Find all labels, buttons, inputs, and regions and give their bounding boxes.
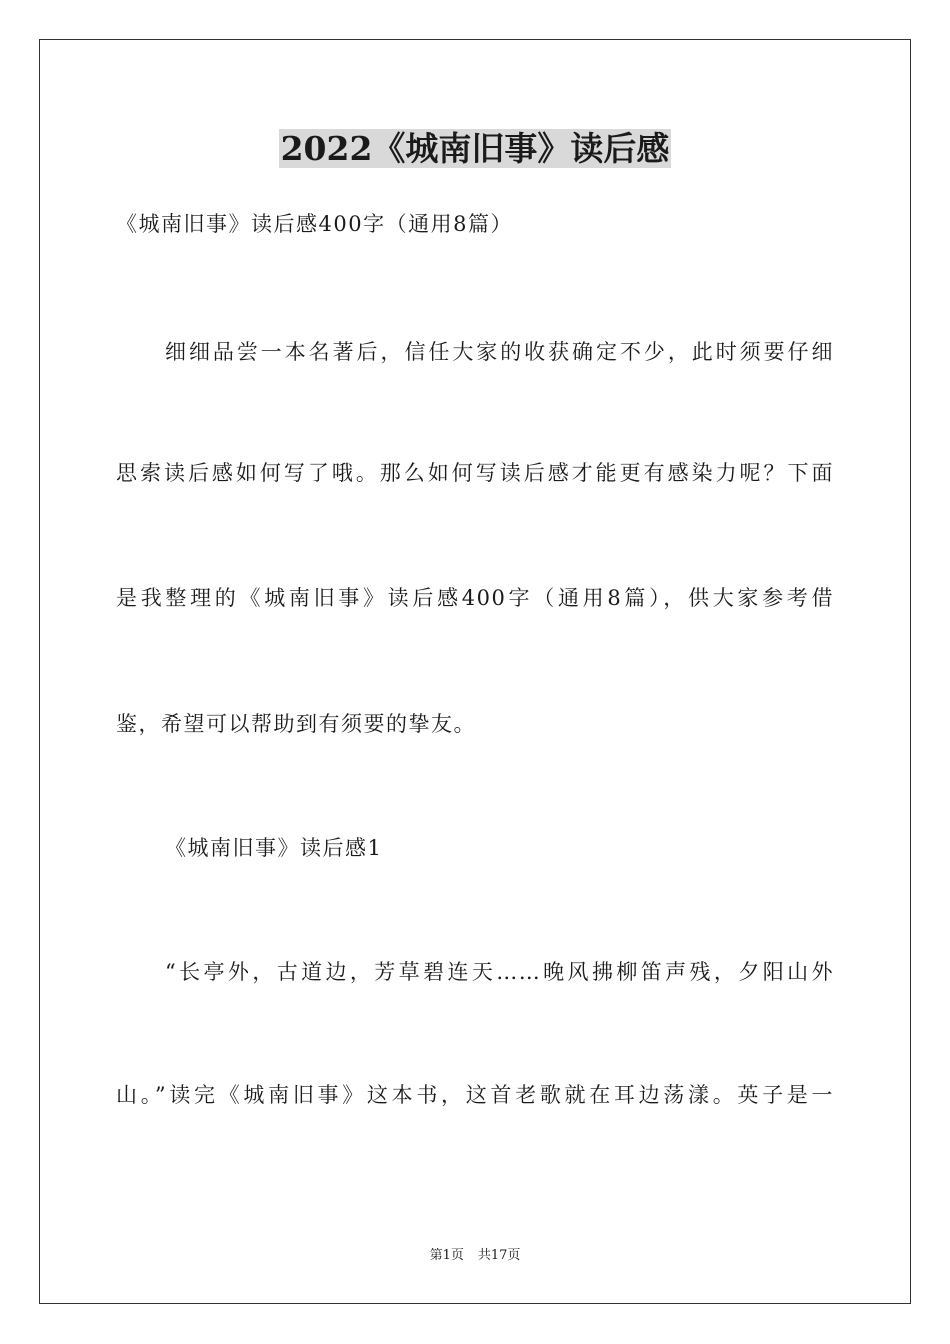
intro-paragraph-line-1: 细细品尝一本名著后，信任大家的收获确定不少，此时须要仔细 <box>165 340 834 364</box>
section-heading: 《城南旧事》读后感1 <box>165 836 383 860</box>
section-line-2: 山。”读完《城南旧事》这本书，这首老歌就在耳边荡漾。英子是一 <box>116 1083 834 1107</box>
intro-paragraph-line-2: 思索读后感如何写了哦。那么如何写读后感才能更有感染力呢？下面 <box>116 461 834 485</box>
intro-paragraph-line-3: 是我整理的《城南旧事》读后感400字（通用8篇），供大家参考借 <box>116 586 834 610</box>
section-line-1: “长亭外，古道边，芳草碧连天……晚风拂柳笛声残，夕阳山外 <box>165 960 834 984</box>
page-number: 第1页 <box>429 1248 464 1263</box>
document-subtitle: 《城南旧事》读后感400字（通用8篇） <box>116 212 513 236</box>
document-title <box>0 127 950 171</box>
page-footer <box>0 1247 950 1265</box>
page-total: 共17页 <box>477 1248 521 1263</box>
intro-paragraph-line-4: 鉴，希望可以帮助到有须要的挚友。 <box>116 712 476 736</box>
document-title-text: 2022《城南旧事》读后感 <box>280 129 670 168</box>
